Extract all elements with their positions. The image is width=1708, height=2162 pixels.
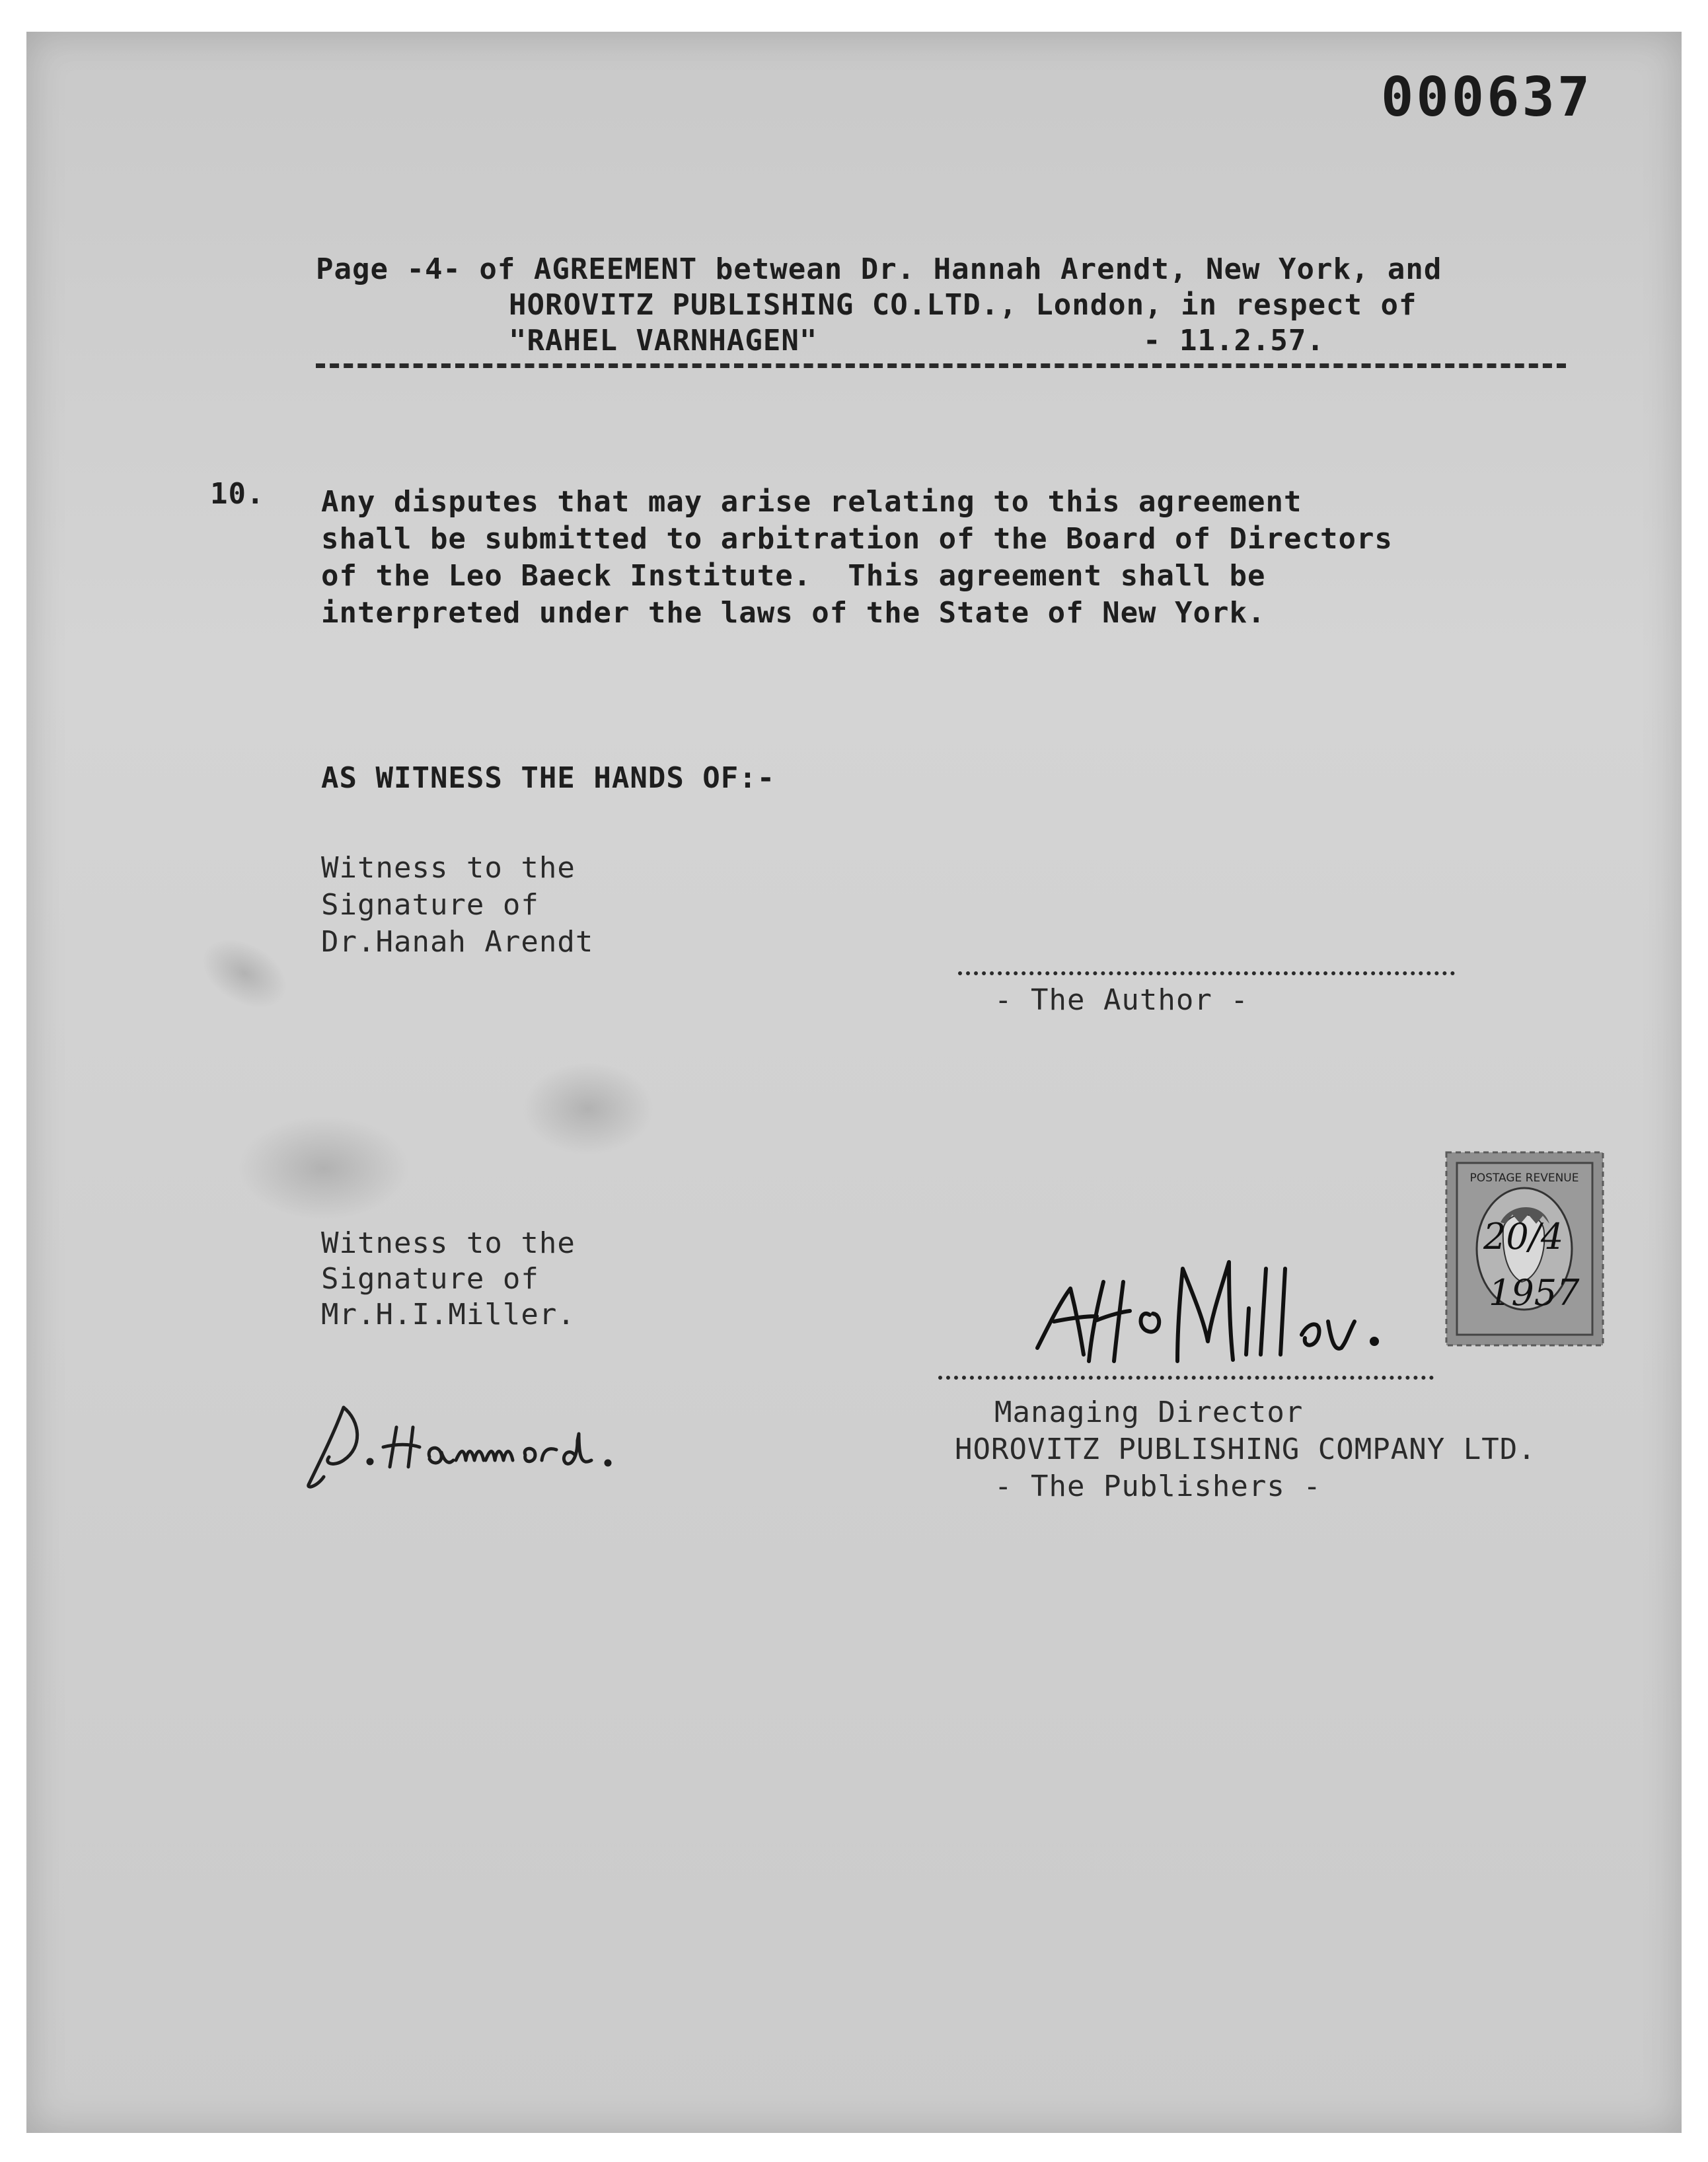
stamp-handwritten-date: 20/4	[1483, 1216, 1564, 1257]
publisher-company: HOROVITZ PUBLISHING COMPANY LTD.	[955, 1433, 1536, 1466]
author-signature-line	[958, 971, 1455, 975]
publisher-witness-line: Witness to the	[321, 1226, 576, 1260]
publisher-witness-line: Signature of	[321, 1262, 539, 1296]
header-date: - 11.2.57.	[1143, 324, 1325, 357]
smudge	[522, 1062, 654, 1155]
smudge	[238, 1115, 410, 1221]
clause-line: of the Leo Baeck Institute. This agreement shall be	[321, 559, 1266, 593]
author-witness-line: Witness to the	[321, 851, 576, 885]
clause-line: shall be submitted to arbitration of the Board of Directors	[321, 522, 1393, 556]
author-witness-line: Signature of	[321, 888, 539, 922]
clause-line: interpreted under the laws of the State of New York.	[321, 596, 1266, 630]
document-sheet	[26, 32, 1682, 2133]
publisher-witness-line: Mr.H.I.Miller.	[321, 1298, 576, 1331]
witness-heading: AS WITNESS THE HANDS OF:-	[321, 761, 776, 795]
clause-line: Any disputes that may arise relating to this agreement	[321, 485, 1302, 519]
author-role: - The Author -	[994, 983, 1249, 1017]
header-line-1: Page -4- of AGREEMENT betwean Dr. Hannah Arendt, New York, and	[316, 252, 1442, 286]
archive-number: 000637	[1381, 66, 1593, 129]
stamp-handwritten-year: 1957	[1489, 1272, 1580, 1314]
revenue-stamp	[1444, 1150, 1606, 1348]
author-witness-line: Dr.Hanah Arendt	[321, 925, 594, 959]
publisher-title: Managing Director	[994, 1396, 1304, 1429]
publisher-signature-line	[938, 1376, 1434, 1380]
publisher-role: - The Publishers -	[994, 1470, 1321, 1503]
header-line-2: HOROVITZ PUBLISHING CO.LTD., London, in respect of	[509, 288, 1417, 322]
header-dash-rule	[316, 363, 1566, 368]
stamp-label: POSTAGE REVENUE	[1469, 1172, 1579, 1185]
smudge	[190, 924, 299, 1022]
clause-number: 10.	[210, 477, 265, 511]
header-title: "RAHEL VARNHAGEN"	[509, 324, 818, 357]
witness-signature	[297, 1394, 720, 1493]
director-signature	[1031, 1242, 1440, 1374]
